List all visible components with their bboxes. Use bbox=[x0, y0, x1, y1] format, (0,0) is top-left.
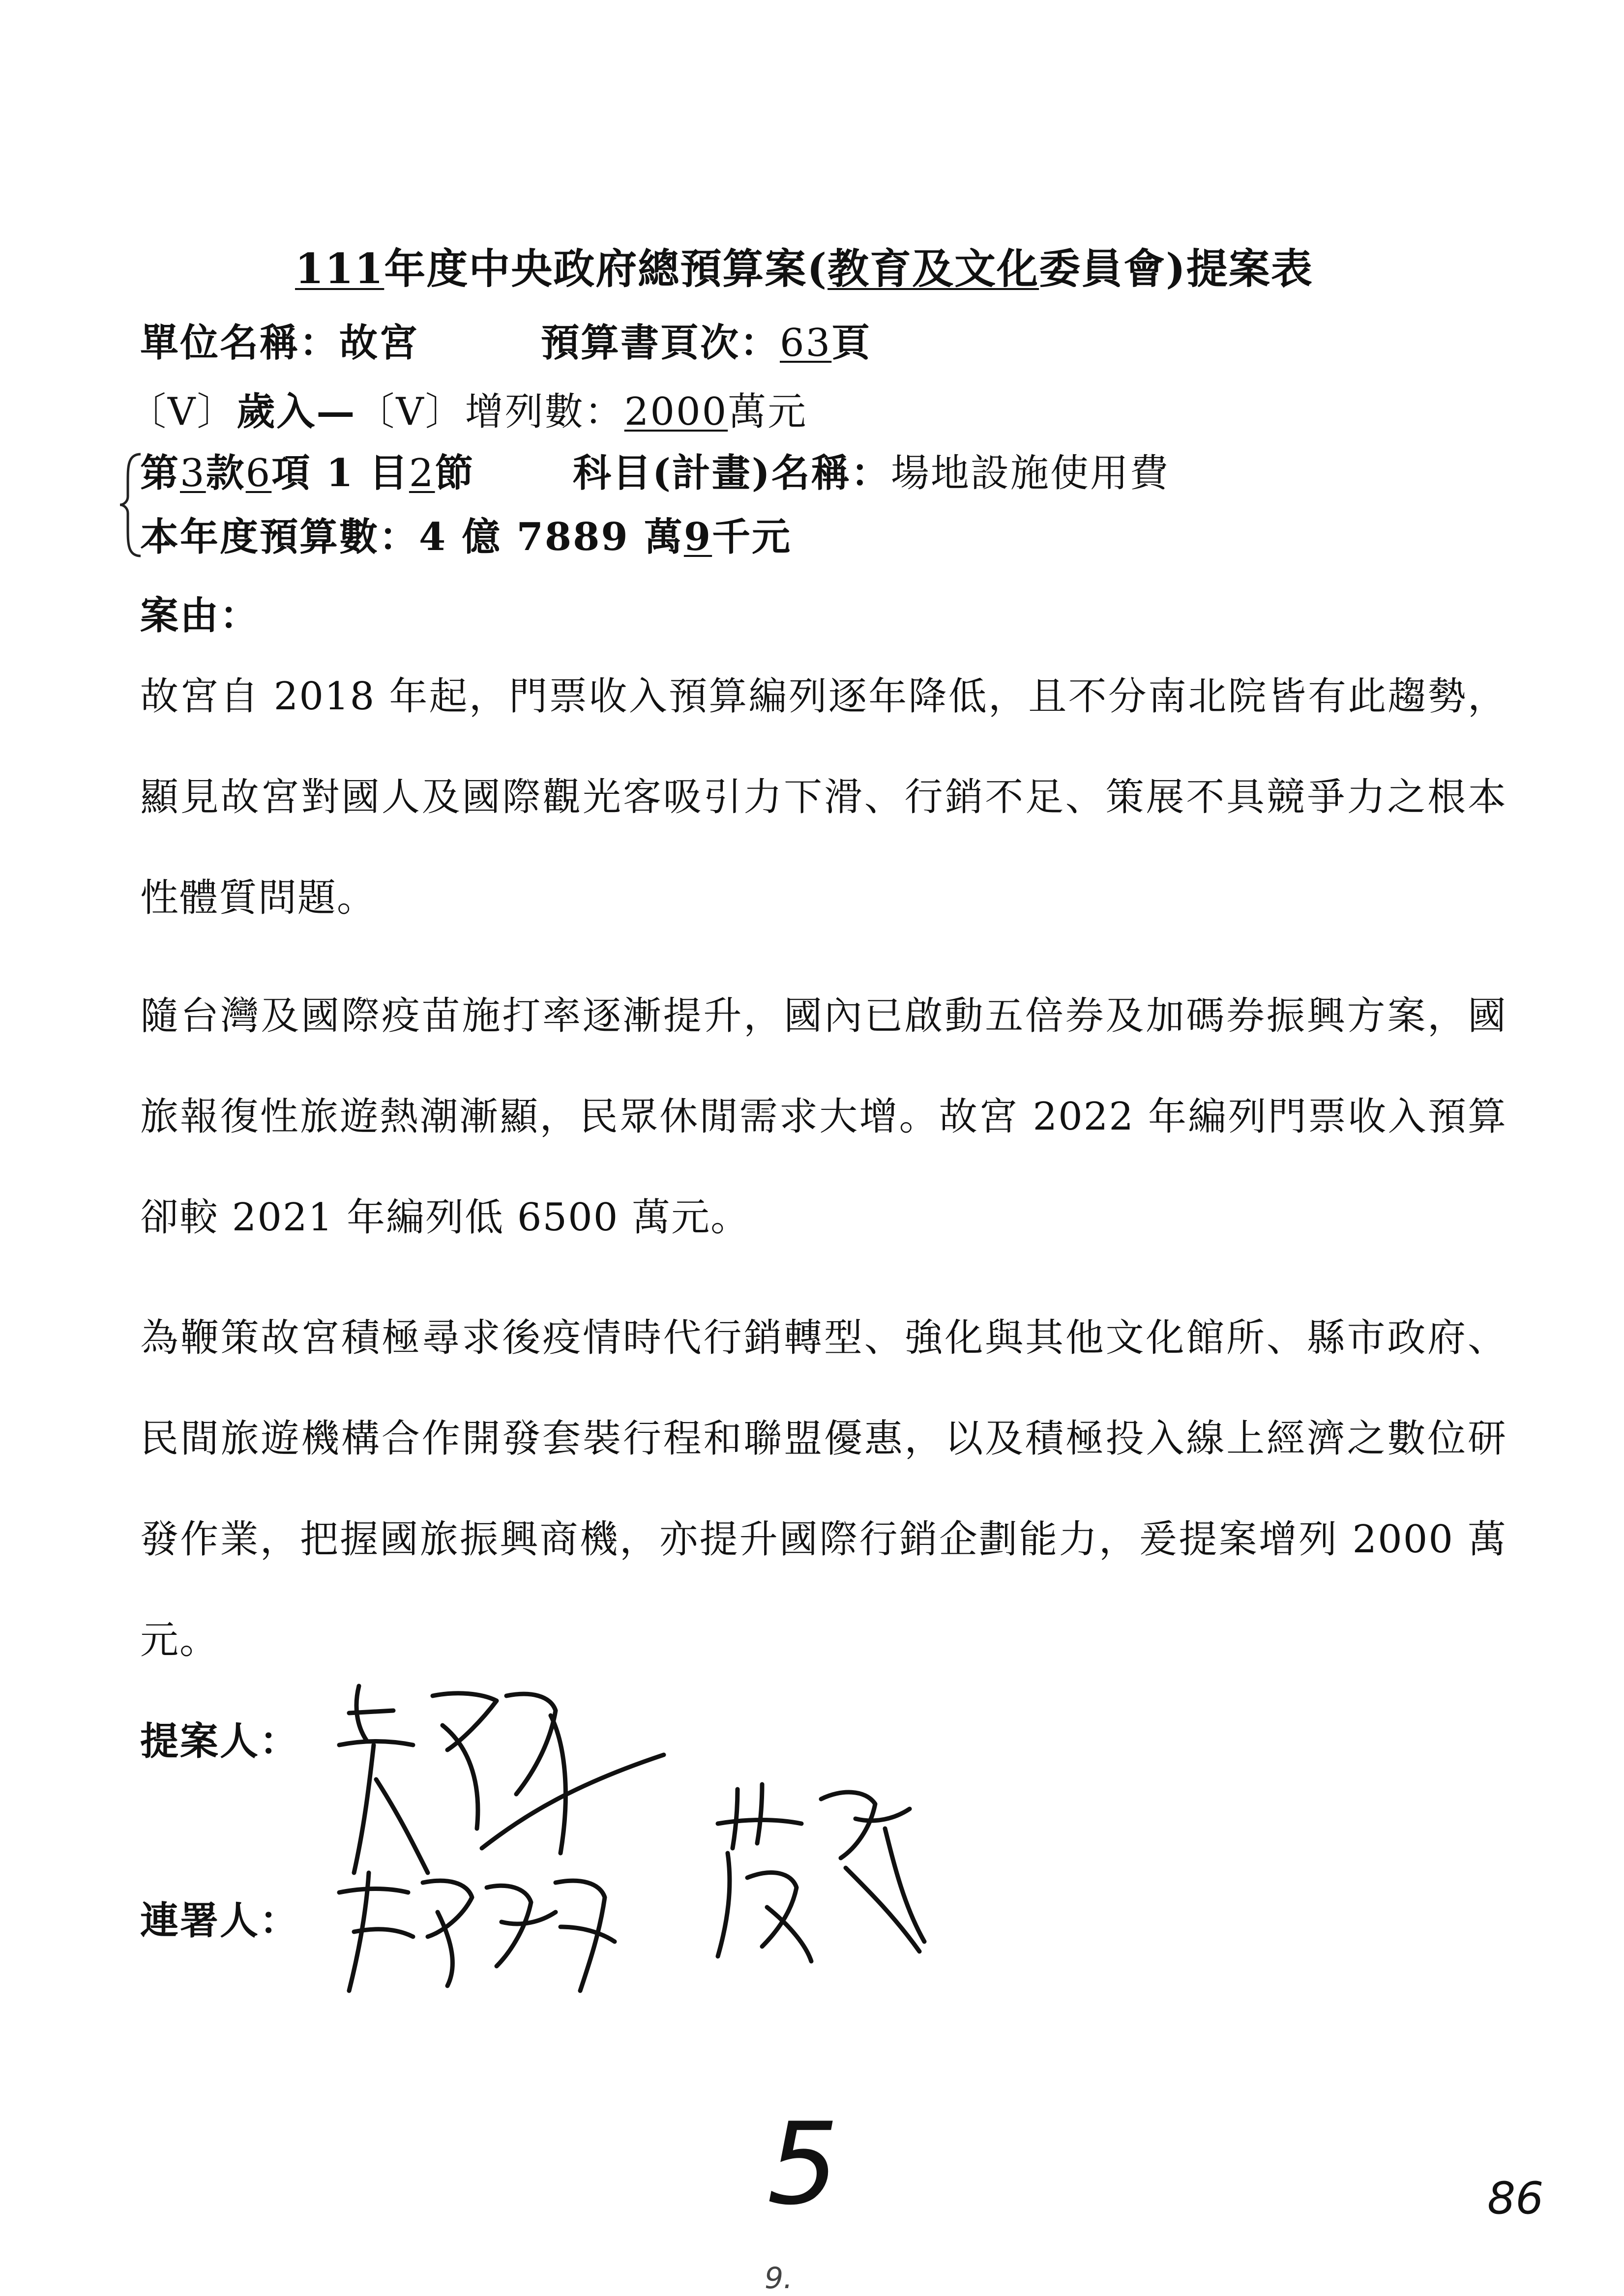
revenue-unit: 萬元 bbox=[728, 390, 808, 434]
paragraph-3: 為鞭策故宮積極尋求後疫情時代行銷轉型、強化與其他文化館所、縣市政府、民間旅遊機構合作開發套裝行程和聯盟優惠，以及積極投入線上經濟之數位研發作業，把握國旅振興商機，亦提升國際行銷企劃能力，爰提案增列 2000 萬元。 bbox=[140, 1316, 1507, 1662]
section-kuan: 3 bbox=[180, 451, 206, 495]
title-main: 年度中央政府總預算案( bbox=[384, 244, 828, 293]
unit-value: 故宮 bbox=[339, 320, 419, 365]
cosigner-signature-2 bbox=[708, 1770, 944, 1976]
subject-value: 場地設施使用費 bbox=[890, 451, 1170, 495]
paragraph-2: 隨台灣及國際疫苗施打率逐漸提升，國內已啟動五倍券及加碼券振興方案，國旅報復性旅遊熱潮漸顯，民眾休閒需求大增。故宮 2022 年編列門票收入預算卻較 2021 年編列低 6500 萬元。 bbox=[140, 994, 1507, 1240]
unit-label: 單位名稱： bbox=[140, 320, 340, 365]
cosigner-signature-1 bbox=[325, 1853, 629, 2001]
section-line bbox=[140, 442, 475, 497]
left-brace bbox=[118, 452, 143, 558]
budget-value-3: 千元 bbox=[712, 515, 792, 559]
page-ref-unit: 頁 bbox=[831, 320, 872, 365]
revenue-line bbox=[128, 381, 807, 436]
page-ref-line bbox=[541, 312, 871, 367]
title-suffix: 委員會)提案表 bbox=[1039, 244, 1313, 293]
revenue-label-2: 增列數： bbox=[465, 390, 624, 434]
budget-value-2: 9 bbox=[683, 515, 712, 559]
page-ref-value: 63 bbox=[780, 321, 832, 365]
section-p3: 項 1 目 bbox=[271, 451, 409, 495]
budget-value-1: 4 億 7889 萬 bbox=[419, 515, 684, 559]
page-ref-label: 預算書頁次： bbox=[541, 320, 780, 365]
revenue-checkbox-1: 〔V〕 bbox=[128, 390, 237, 434]
handwritten-number: 5 bbox=[767, 2099, 839, 2230]
section-jie: 2 bbox=[409, 451, 435, 495]
subject-line bbox=[573, 442, 1170, 497]
subject-label: 科目(計畫)名稱： bbox=[573, 451, 891, 495]
bottom-mark: 9. bbox=[765, 2261, 793, 2296]
budget-line bbox=[140, 506, 792, 561]
section-xiang: 6 bbox=[245, 451, 272, 495]
title-year: 111 bbox=[295, 244, 384, 293]
page-mark: 86 bbox=[1487, 2173, 1544, 2224]
proposer-label: 提案人： bbox=[140, 1719, 300, 1764]
paragraph-1: 故宮自 2018 年起，門票收入預算編列逐年降低，且不分南北院皆有此趨勢，顯見故宮對國人及國際觀光客吸引力下滑、行銷不足、策展不具競爭力之根本性體質問題。 bbox=[140, 674, 1507, 920]
cosigner-label: 連署人： bbox=[140, 1898, 300, 1943]
revenue-amount: 2000 bbox=[624, 390, 728, 434]
budget-label: 本年度預算數： bbox=[140, 515, 419, 559]
revenue-checkbox-2: 〔V〕 bbox=[356, 390, 465, 434]
unit-line bbox=[140, 312, 419, 367]
section-p1: 第 bbox=[140, 451, 180, 495]
title-committee: 教育及文化 bbox=[827, 244, 1039, 293]
section-p4: 節 bbox=[435, 451, 475, 495]
page-title bbox=[295, 236, 1313, 295]
reason-label: 案由： bbox=[140, 593, 260, 638]
revenue-label-1: 歲入— bbox=[236, 389, 356, 434]
section-p2: 款 bbox=[206, 451, 246, 495]
